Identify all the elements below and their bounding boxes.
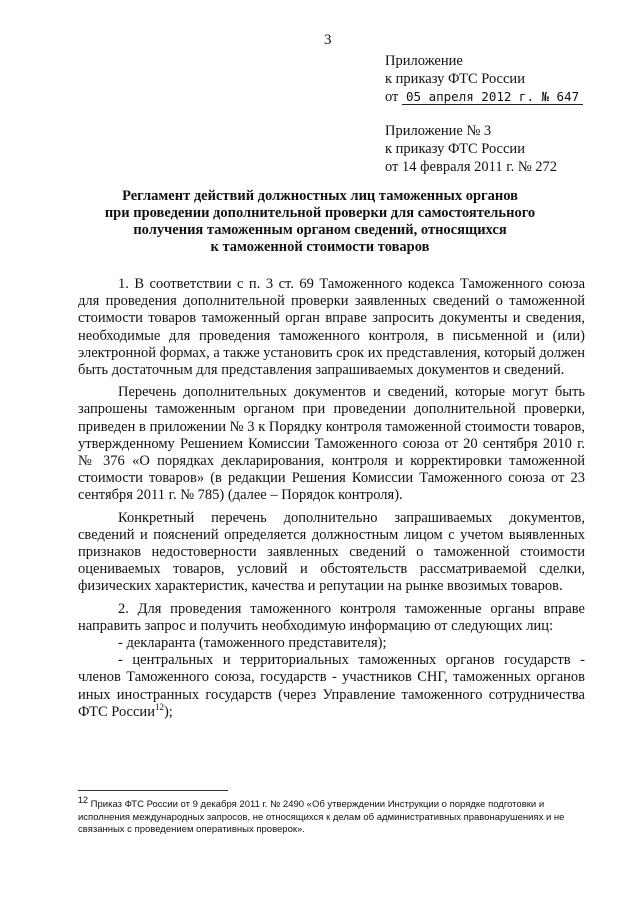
- appendix-label: Приложение № 3: [385, 123, 492, 139]
- approval-block-current-order: [385, 52, 583, 106]
- footnote-number: 12: [78, 794, 89, 805]
- approval-block-original-order: [385, 122, 557, 176]
- approval-date-number-stamp: 05 апреля 2012 г. № 647: [402, 89, 583, 105]
- title-line: при проведении дополнительной проверки для самостоятельного: [104, 205, 536, 221]
- footnote: [78, 794, 578, 837]
- footnote-text: Приказ ФТС России от 9 декабря 2011 г. № 2490 «Об утверждении Инструкции о порядке подготовки и исполнения международных запросов, не относящихся к делам об административных правонарушениях и не связанных с проведением оперативных проверок».: [78, 799, 565, 835]
- list-item-end: );: [163, 703, 173, 720]
- document-body: [78, 276, 585, 721]
- paragraph-1: 1. В соответствии с п. 3 ст. 69 Таможенного кодекса Таможенного союза для проведения дополнительной проверки заявленных сведений о таможенной стоимости товаров таможенный орган вправе запросить документы и сведения, необходимые для проведения таможенного контроля, в письменной и (или) электронной формах, а также установить срок их представления, который должен быть достаточным для представления запрашиваемых документов и сведений.: [78, 276, 585, 379]
- list-item-declarant: - декларанта (таможенного представителя);: [118, 635, 387, 652]
- footnote-divider: [78, 790, 228, 791]
- approval-label: Приложение: [385, 53, 463, 69]
- list-item-customs-bodies: [78, 652, 585, 721]
- paragraph-4: 2. Для проведения таможенного контроля таможенные органы вправе направить запрос и получить необходимую информацию от следующих лиц:: [78, 600, 585, 634]
- page-number: 3: [324, 32, 332, 48]
- paragraph-3: Конкретный перечень дополнительно запрашиваемых документов, сведений и пояснений определяется должностным лицом с учетом выявленных признаков недостоверности заявленных сведений о таможенной стоимости оцениваемых товаров, условий и обстоятельств рассматриваемой сделки, физических характеристик, качества и репутации на рынке ввозимых товаров.: [78, 509, 585, 595]
- title-line: к таможенной стоимости товаров: [210, 239, 430, 255]
- approval-date-line: [385, 88, 583, 106]
- appendix-order-ref: к приказу ФТС России: [385, 141, 525, 157]
- title-line: Регламент действий должностных лиц таможенных органов: [122, 188, 518, 204]
- paragraph-2: Перечень дополнительных документов и сведений, которые могут быть запрошены таможенным органом при проведении дополнительной проверки, приведен в приложении № 3 к Порядку контроля таможенной стоимости товаров, утвержденному Решением Комиссии Таможенного союза от 20 сентября 2010 г. № 376 «О порядках декларирования, контроля и корректировки таможенной стоимости товаров» (в редакции Решения Комиссии Таможенного союза от 23 сентября 2011 г. № 785) (далее – Порядок контроля).: [78, 384, 585, 504]
- list-item-text: - центральных и территориальных таможенных органов государств - членов Таможенного союза, государств - участников СНГ, таможенных органов иных иностранных государств (через Управление таможенного сотрудничества ФТС России: [78, 652, 585, 720]
- appendix-date-number: от 14 февраля 2011 г. № 272: [385, 159, 558, 175]
- approval-date-prefix: от: [385, 89, 399, 105]
- footnote-reference: 12: [154, 702, 164, 713]
- title-line: получения таможенным органом сведений, относящихся: [133, 222, 507, 238]
- approval-order-ref: к приказу ФТС России: [385, 71, 525, 87]
- document-title: [100, 188, 540, 256]
